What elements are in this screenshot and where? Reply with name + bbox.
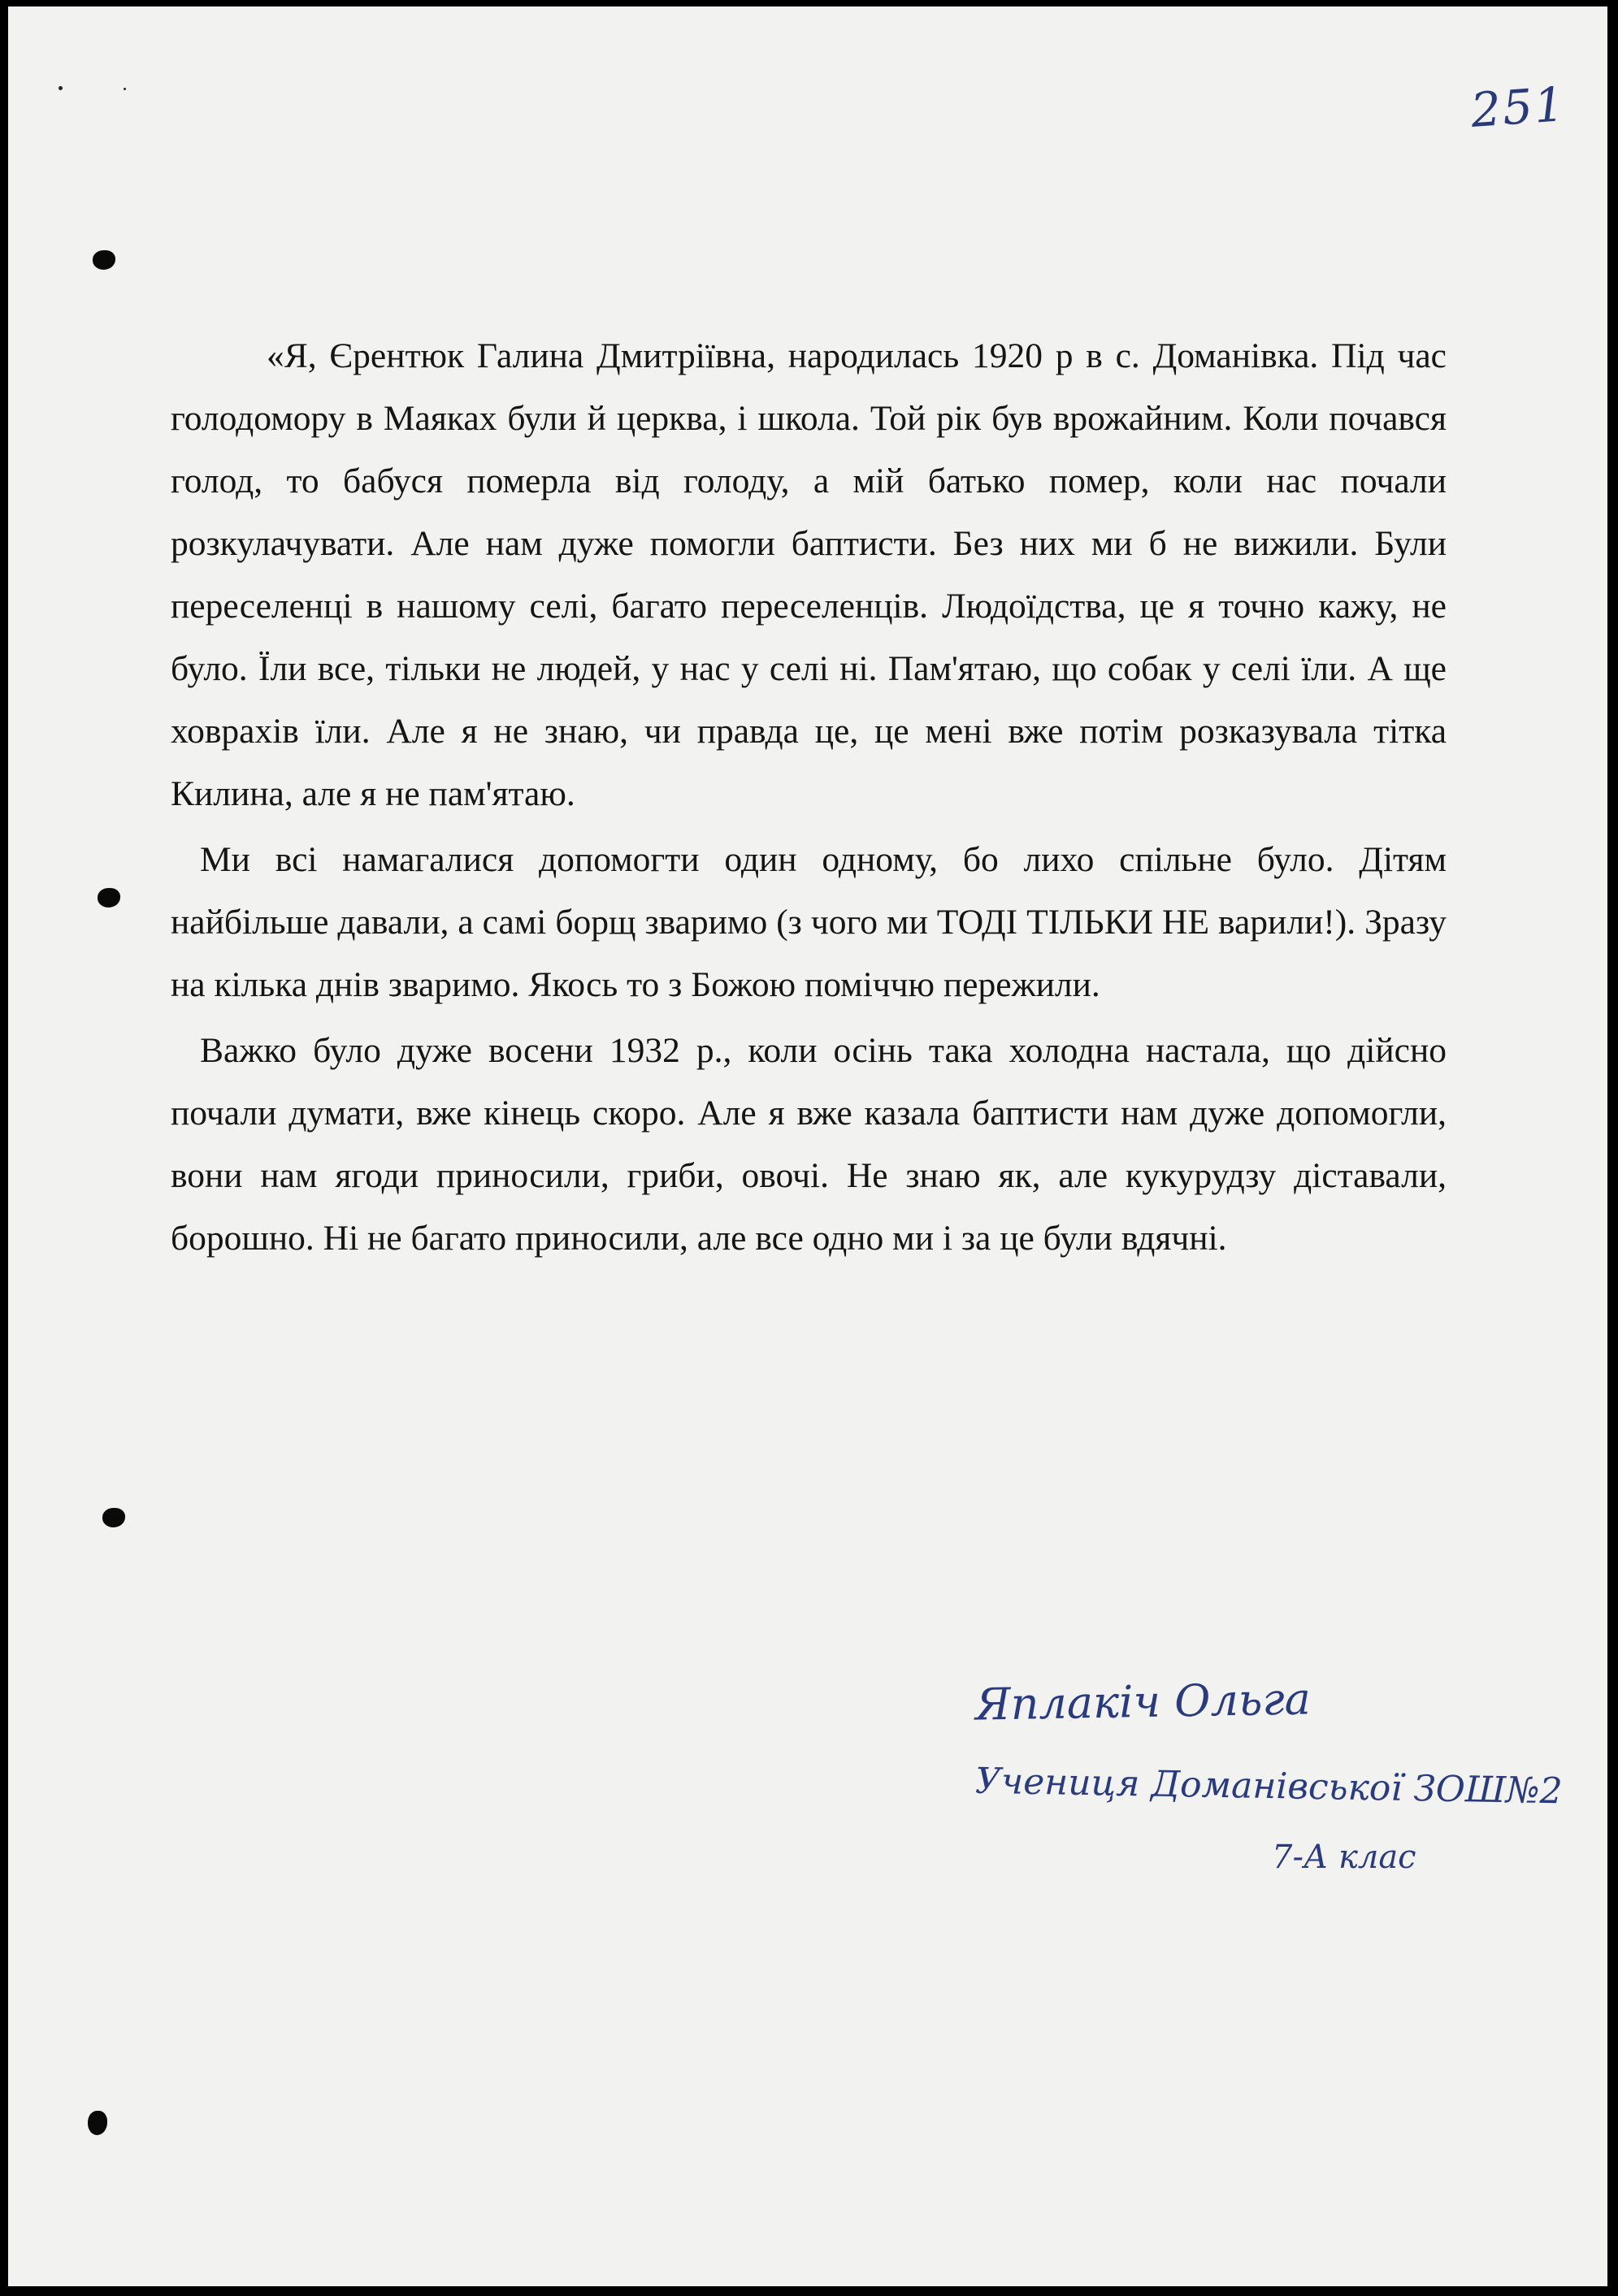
punch-hole-1 xyxy=(93,250,115,270)
signature-school: Учениця Доманівської ЗОШ№2 xyxy=(974,1760,1564,1813)
paper-speck xyxy=(59,86,63,90)
document-page xyxy=(8,6,1607,2286)
punch-hole-2 xyxy=(98,888,120,908)
paragraph-1: «Я, Єрентюк Галина Дмитріївна, народилась 1920 р в с. Доманівка. Під час голодомору в Маяках були й церква, і школа. Той рік був врожайним. Коли почався голод, то бабуся померла від голоду, а мій батько помер, коли нас почали розкулачувати. Але нам дуже помогли баптисти. Без них ми б не вижили. Були переселенці в нашому селі, багато переселенців. Людоїдства, це я точно кажу, не було. Їли все, тільки не людей, у нас у селі ні. Пам'ятаю, що собак у селі їли. А ще ховрахів їли. Але я не знаю, чи правда це, це мені вже потім розказувала тітка Килина, але я не пам'ятаю. xyxy=(171,336,1447,813)
signature-class: 7-А клас xyxy=(1272,1839,1416,1876)
page-number: 251 xyxy=(1468,76,1568,138)
paragraph-2: Ми всі намагалися допомогти один одному, бо лихо спільне було. Дітям найбільше давали, а самі борщ зваримо (з чого ми ТОДІ ТІЛЬКИ НЕ варили!). Зразу на кілька днів зваримо. Якось то з Божою поміччю пережили. xyxy=(171,840,1447,1004)
punch-hole-4 xyxy=(88,2111,107,2135)
handwritten-signature xyxy=(974,1673,1593,1944)
testimony-text xyxy=(171,325,1447,1273)
signature-name: Яплакіч Ольга xyxy=(974,1673,1312,1731)
paper-speck xyxy=(124,88,126,90)
paragraph-3: Важко було дуже восени 1932 р., коли осінь така холодна настала, що дійсно почали думати, вже кінець скоро. Але я вже казала баптисти нам дуже допомогли, вони нам ягоди приносили, гриби, овочі. Не знаю як, але кукурудзу діставали, борошно. Ні не багато приносили, але все одно ми і за це були вдячні. xyxy=(171,1031,1447,1258)
punch-hole-3 xyxy=(102,1508,125,1527)
